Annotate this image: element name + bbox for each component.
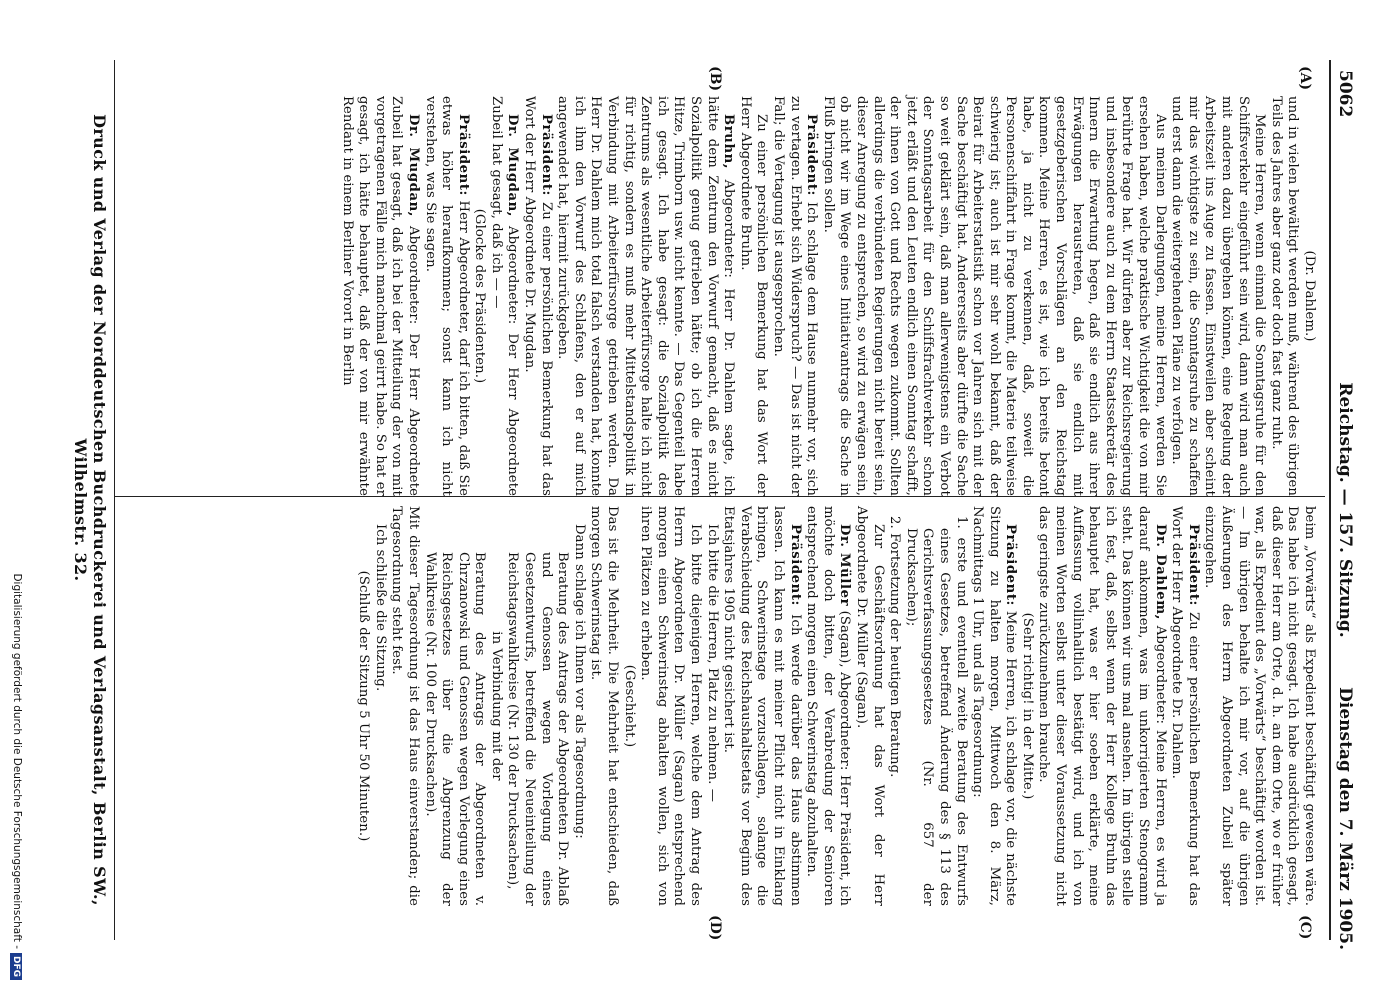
paragraph-text: (Glocke des Präsidenten.) bbox=[472, 208, 488, 384]
speech-paragraph bbox=[521, 96, 554, 496]
paragraph-text: Beratung des Antrags der Abgeordneten Dr. Ablaß und Genossen wegen Vorlegung eines Gesetzentwurfs, betreffend die Neueinteilung der Reichstagswahlkreise (Nr. 130 der Drucksachen), bbox=[505, 552, 571, 906]
text-paragraph bbox=[371, 506, 388, 906]
paragraph-text: (Dr. Dahlem.) bbox=[1302, 250, 1317, 342]
margin-mark-c: (C) bbox=[1297, 915, 1313, 940]
margin-mark-d: (D) bbox=[707, 915, 723, 941]
paragraph-text: 1. erste und eventuell zweite Beratung des Entwurfs eines Gesetzes, betreffend Änderung des § 113 des Gerichtsverfassungsgesetzes (Nr. 657 der Drucksachen); bbox=[903, 516, 969, 906]
session-date: Dienstag den 7. März 1905. bbox=[1335, 687, 1355, 950]
digitization-text: Digitalisierung gefördert durch die Deutsche Forschungsgemeinschaft - bbox=[11, 573, 23, 949]
text-paragraph bbox=[471, 96, 488, 496]
speech-paragraph bbox=[969, 506, 1019, 906]
paragraph-text: Dann schlage ich Ihnen vor als Tagesordnung: bbox=[571, 524, 587, 839]
speech-paragraph bbox=[1035, 506, 1168, 906]
text-paragraph bbox=[570, 506, 587, 906]
text-paragraph bbox=[886, 506, 903, 906]
digitization-note bbox=[10, 0, 23, 980]
text-paragraph bbox=[1201, 506, 1317, 906]
speaker-name: Präsident: bbox=[804, 114, 820, 197]
paragraph-text: Herr Abgeordneter, darf ich bitten, daß Sie etwas höher heraufkommen; sonst kann ich nicht verstehen, was Sie sagen. bbox=[422, 96, 471, 497]
text-paragraph bbox=[819, 96, 1167, 496]
speaker-name: Präsident: bbox=[1185, 524, 1201, 607]
speech-paragraph bbox=[338, 96, 421, 496]
left-text-column bbox=[137, 96, 1317, 496]
text-paragraph bbox=[1267, 96, 1300, 496]
margin-mark-b: (B) bbox=[707, 66, 723, 92]
text-paragraph bbox=[504, 506, 570, 906]
speech-paragraph bbox=[769, 96, 819, 496]
paragraph-text: Zu einer persönlichen Bemerkung hat das Wort der Herr Abgeordnete Dr. Mugdan. bbox=[522, 96, 554, 496]
text-paragraph bbox=[388, 506, 421, 906]
paragraph-text: Aus meinen Darlegungen, meine Herren, werden Sie ersehen haben, welche praktische Wichtigkeit die von mir berührte Frage hat. Wir dürfen aber zur Reichsregierung und insbesondere auch zu dem Herrn Staatssekretär des Innern die Erwartung hegen, daß sie endlich aus ihrer Erwägungen heraustreten, daß sie endlich mit gesetzgeberischen Vorschlägen an den Reichstag kommen. Meine Herren, es ist, wie ich bereits betont habe, ja nicht zu verkennen, daß, soweit die Personenschiffahrt in Frage kommt, die Materie teilweise schwierig ist; auch ist mir sehr wohl bekannt, daß der Beirat für Arbeiterstatistik schon vor Jahren sich mit der Sache beschäftigt hat. Andererseits aber dürfte die Sache so weit geklärt sein, daß man allerwenigstens ein Verbot der Sonntagsarbeit für den Schiffsfrachtverkehr schon jetzt erläßt und den Leuten endlich einen Sonntag schafft, der ihnen von Gott und Rechts wegen zukommt. Sollten allerdings die verbündeten Regierungen nicht bereit sein, dieser Anregung zu entsprechen, so wird zu erwägen sein, ob nicht wir im Wege eines Initiativantrags die Sache in Fluß bringen sollen. bbox=[820, 96, 1168, 496]
page-header bbox=[1331, 70, 1355, 950]
paragraph-text: Ich schlage dem Hause nunmehr vor, sich zu vertagen. Erhebt sich Widerspruch? — Das ist nicht der Fall; die Vertagung ist ausgesprochen. bbox=[771, 96, 820, 496]
speaker-name: Präsident: bbox=[455, 114, 471, 197]
paragraph-text: Abgeordneter: Der Herr Abgeordnete Zubeil hat gesagt, daß ich — — bbox=[488, 96, 521, 496]
paragraph-text: Ich werde darüber das Haus abstimmen lassen. Ich kann es mit meiner Pflicht nicht in Einklang bringen, Schwerinstage vorzuschlagen, solange die Verabschiedung des Reichshaushaltsetats vor Beginn des Etatsjahres 1905 nicht gesichert ist. bbox=[721, 506, 803, 906]
speech-paragraph bbox=[720, 506, 803, 906]
column-divider bbox=[115, 496, 1325, 497]
text-paragraph bbox=[1018, 506, 1035, 906]
speaker-name: Bruhn, bbox=[721, 114, 737, 170]
speech-paragraph bbox=[1168, 506, 1201, 906]
paragraph-text: Mit dieser Tagesordnung ist das Haus einverstanden; die Tagesordnung steht fest. bbox=[389, 506, 421, 906]
printer-imprint: Druck und Verlag der Norddeutschen Buchdruckerei und Verlagsanstalt, Berlin SW., Wilhelmstr. 32. bbox=[71, 114, 109, 906]
speech-paragraph bbox=[421, 96, 471, 496]
footer-rule bbox=[114, 60, 115, 940]
dfg-logo: DFG bbox=[10, 953, 22, 980]
text-paragraph bbox=[587, 506, 620, 906]
speech-paragraph bbox=[554, 96, 737, 496]
paragraph-text: Ich schließe die Sitzung. bbox=[372, 524, 388, 692]
paragraph-text: Ich bitte die Herren, Platz zu nehmen. — bbox=[704, 524, 720, 802]
paragraph-text: Zur Geschäftsordnung hat das Wort der Herr Abgeordnete Dr. Müller (Sagan). bbox=[853, 506, 886, 906]
text-paragraph bbox=[1300, 96, 1317, 496]
text-paragraph bbox=[1168, 96, 1268, 496]
paragraph-text: Abgeordneter: Meine Herren, es wird ja darauf ankommen, was im unkorrigierten Stenogramm steht. Das können wir uns mal ansehen. Im übrigen stelle ich fest, daß, selbst wenn der Herr Kollege Bruhn das behauptet hat, was er hier soeben erklärte, meine Auffassung vollinhaltlich bestätigt wird, und ich von meinen Worten selbst unter dieser Voraussetzung nicht das geringste zurückzunehmen brauche. bbox=[1036, 506, 1168, 906]
paragraph-text: Zu einer persönlichen Bemerkung hat das Wort der Herr Abgeordnete Dr. Dahlem. bbox=[1169, 506, 1201, 906]
text-paragraph bbox=[736, 96, 769, 496]
paragraph-text: Ich bitte diejenigen Herren, welche dem Antrag des Herrn Abgeordneten Dr. Müller (Sagan) entsprechend morgen einen Schwerinstag abhalten wollen, sich von ihren Plätzen zu erheben. bbox=[638, 506, 704, 906]
paragraph-text: 2. Fortsetzung der heutigen Beratung. bbox=[887, 516, 903, 778]
paragraph-text: und in vielen bewältigt werden muß, während des übrigen Teils des Jahres aber ganz oder doch fast ganz ruht. bbox=[1268, 96, 1301, 496]
text-paragraph bbox=[637, 506, 703, 906]
paragraph-text: (Geschieht.) bbox=[621, 664, 637, 748]
margin-mark-a: (A) bbox=[1297, 66, 1313, 91]
text-paragraph bbox=[421, 506, 487, 906]
speaker-name: Dr. Mugdan, bbox=[505, 114, 521, 217]
paragraph-text: (Sagan), Abgeordneter: Herr Präsident, ich möchte doch bitten, der Verabredung der Senioren entsprechend morgen einen Schwerinstag abzuhalten. bbox=[804, 506, 853, 906]
header-rule bbox=[1329, 60, 1331, 940]
speech-paragraph bbox=[487, 96, 520, 496]
paragraph-text: Das ist die Mehrheit. Die Mehrheit hat entschieden, daß morgen Schwerinstag ist. bbox=[588, 506, 621, 906]
text-paragraph bbox=[902, 506, 968, 906]
text-paragraph bbox=[703, 506, 720, 906]
paragraph-text: Abgeordneter: Herr Dr. Dahlem sagte, ich hätte dem Zentrum den Vorwurf gemacht, daß es nicht Sozialpolitik genug getrieben hätte; ob ich die Herren Hitze, Trimborn usw. nicht kennte. — Das Gegenteil habe ich gesagt. Ich habe gesagt: die Sozialpolitik des Zentrums als wesentliche Arbeiterfürsorge halte ich nicht für richtig, sondern es muß mehr Mittelstandspolitik in Verbindung mit Arbeiterfürsorge getrieben werden. Da Herr Dr. Dahlem mich total falsch verstanden hat, konnte ich ihm den Vorwurf des Schlafens, den er auf mich angewendet hat, hiermit zurückgeben. bbox=[555, 96, 737, 496]
paragraph-text: (Sehr richtig! in der Mitte.) bbox=[1019, 612, 1035, 800]
paragraph-text: in Verbindung mit der bbox=[488, 631, 504, 781]
speaker-name: Präsident: bbox=[538, 114, 554, 197]
speaker-name: Dr. Müller bbox=[837, 524, 853, 607]
paragraph-text: Meine Herren, ich schlage vor, die nächste Sitzung zu halten morgen, Mittwoch den 8. März, Nachmittags 1 Uhr, und als Tagesordnung: bbox=[970, 506, 1019, 906]
speaker-name: Präsident: bbox=[1003, 524, 1019, 607]
speaker-name: Dr. Dahlem, bbox=[1152, 524, 1168, 620]
paragraph-text: (Schluß der Sitzung 5 Uhr 50 Minuten.) bbox=[356, 570, 372, 842]
text-paragraph bbox=[620, 506, 637, 906]
paragraph-text: beim „Vorwärts“ als Expedient beschäftigt gewesen wäre. Das habe ich nicht gesagt. Ich habe ausdrücklich gesagt, daß dieser Herr am Orte, d. h. an dem Orte, wo er früher war, als Expedient des „Vorwärts“ beschäftigt worden ist. — Im übrigen behalte ich mir vor, auf die übrigen Äußerungen des Herrn Abgeordneten Zubeil später einzugehen. bbox=[1202, 506, 1317, 906]
text-paragraph bbox=[487, 506, 504, 906]
speech-paragraph bbox=[803, 506, 853, 906]
paragraph-text: Meine Herren, wenn einmal die Sonntagsruhe für den Schiffsverkehr eingeführt sein wird, dann wird man auch mit anderen dazu übergehen können, eine Regelung der Arbeitszeit ins Auge zu fassen. Einstweilen aber scheint mir das wichtigste zu sein, die Sonntagsruhe zu schaffen und erst dann die weitergehenden Pläne zu verfolgen. bbox=[1169, 96, 1268, 496]
speaker-name: Präsident: bbox=[787, 524, 803, 607]
speaker-name: Dr. Mugdan, bbox=[405, 114, 421, 217]
right-text-column bbox=[137, 506, 1317, 906]
page-title: Reichstag. — 157. Sitzung. bbox=[1335, 382, 1355, 638]
text-paragraph bbox=[852, 506, 885, 906]
paragraph-text: Beratung des Antrags der Abgeordneten v. Chrzanowski und Genossen wegen Vorlegung eines Reichsgesetzes über die Abgrenzung der Wahlkreise (Nr. 100 der Drucksachen). bbox=[422, 552, 488, 906]
paragraph-text: Zu einer persönlichen Bemerkung hat das Wort der Herr Abgeordnete Bruhn. bbox=[737, 96, 770, 496]
page-number: 5062 bbox=[1335, 70, 1355, 118]
paragraph-text: Abgeordneter: Der Herr Abgeordnete Zubeil hat gesagt, daß ich bei der Mitteilung der von mit vorgetragenen Fälle mich manchmal geirrt habe. So hat er gesagt, ich hätte behauptet, daß der von mir erwähnte Rendant in einem Berliner Vorort in Berlin bbox=[339, 96, 421, 496]
text-paragraph bbox=[355, 506, 372, 906]
